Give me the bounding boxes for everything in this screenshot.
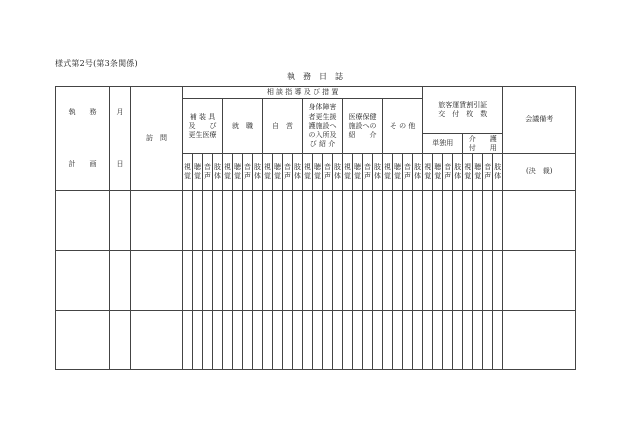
- entry-cell[interactable]: [110, 191, 131, 251]
- tally-cell[interactable]: [293, 311, 303, 370]
- tally-cell[interactable]: [433, 250, 443, 311]
- disability-type-header: [323, 154, 333, 191]
- tally-cell[interactable]: [473, 250, 483, 311]
- disability-type-header: [453, 154, 463, 191]
- remarks-cell[interactable]: [503, 311, 576, 370]
- disability-type-header: [433, 154, 443, 191]
- tally-cell[interactable]: [193, 191, 203, 251]
- disability-type-top: 視: [264, 162, 271, 171]
- tally-cell[interactable]: [223, 311, 233, 370]
- category-hosougu: [183, 99, 223, 154]
- tally-cell[interactable]: [443, 191, 453, 251]
- category-iryou: [343, 99, 383, 154]
- disability-type-bottom: 体: [374, 172, 381, 180]
- disability-type-top: 肢: [374, 162, 381, 171]
- disability-type-top: 音: [484, 162, 492, 171]
- tally-cell[interactable]: [333, 311, 343, 370]
- tally-cell[interactable]: [453, 191, 463, 251]
- disability-type-bottom: 体: [494, 172, 502, 180]
- shitsumu-label: 執 務: [68, 108, 97, 117]
- disability-type-top: 視: [224, 162, 231, 171]
- tally-cell[interactable]: [313, 191, 323, 251]
- tally-cell[interactable]: [213, 250, 223, 311]
- tally-cell[interactable]: [323, 311, 333, 370]
- tally-cell[interactable]: [403, 250, 413, 311]
- tally-cell[interactable]: [303, 311, 313, 370]
- journal-table: [55, 86, 576, 370]
- disability-type-bottom: 声: [404, 172, 411, 180]
- tally-cell[interactable]: [203, 250, 213, 311]
- tally-cell[interactable]: [183, 250, 193, 311]
- month-label: 月: [116, 108, 124, 117]
- tally-cell[interactable]: [423, 311, 433, 370]
- disability-type-bottom: 体: [414, 172, 422, 180]
- disability-type-top: 肢: [214, 162, 221, 171]
- tally-cell[interactable]: [453, 311, 463, 370]
- shisetsu-line-1: 身体障害: [308, 103, 337, 112]
- disability-type-top: 視: [464, 162, 472, 171]
- tally-cell[interactable]: [493, 250, 503, 311]
- tally-cell[interactable]: [463, 311, 473, 370]
- disability-type-bottom: 覚: [344, 172, 351, 180]
- disability-type-bottom: 覚: [224, 172, 231, 180]
- disability-type-top: 音: [404, 162, 411, 171]
- disability-type-header: [273, 154, 283, 191]
- disability-type-top: 音: [204, 162, 211, 171]
- disability-type-top: 視: [304, 162, 311, 171]
- disability-type-header: [463, 154, 473, 191]
- disability-type-header: [373, 154, 383, 191]
- tally-cell[interactable]: [383, 191, 393, 251]
- shisetsu-line-2: 者更生援: [308, 112, 337, 121]
- ryokaku-line-2: 交 付 枚 数: [438, 110, 488, 119]
- tally-cell[interactable]: [443, 250, 453, 311]
- disability-type-bottom: 覚: [394, 172, 401, 180]
- entry-cell[interactable]: [56, 191, 110, 251]
- tally-cell[interactable]: [393, 311, 403, 370]
- tally-cell[interactable]: [303, 191, 313, 251]
- disability-type-bottom: 覚: [274, 172, 281, 180]
- tally-cell[interactable]: [203, 191, 213, 251]
- tally-cell[interactable]: [473, 191, 483, 251]
- disability-type-header: [383, 154, 393, 191]
- kaigo-line-2: 付 用: [468, 143, 497, 152]
- tandoku-header: 単独用: [423, 134, 463, 154]
- disability-type-top: 肢: [294, 162, 301, 171]
- disability-type-top: 聴: [234, 162, 241, 171]
- kessai-header: (決 裁): [503, 154, 576, 191]
- tally-cell[interactable]: [183, 311, 193, 370]
- category-jiei: 自 営: [263, 99, 303, 154]
- disability-type-header: [183, 154, 193, 191]
- disability-type-bottom: 覚: [384, 172, 391, 180]
- disability-type-top: 聴: [354, 162, 361, 171]
- disability-type-header: [443, 154, 453, 191]
- tally-cell[interactable]: [413, 311, 423, 370]
- tally-cell[interactable]: [253, 191, 263, 251]
- disability-type-header: [193, 154, 203, 191]
- tally-cell[interactable]: [253, 250, 263, 311]
- tally-cell[interactable]: [423, 250, 433, 311]
- disability-type-header: [363, 154, 373, 191]
- disability-type-top: 肢: [414, 162, 422, 171]
- tally-cell[interactable]: [453, 250, 463, 311]
- tally-cell[interactable]: [463, 191, 473, 251]
- disability-type-header: [263, 154, 273, 191]
- disability-type-bottom: 覚: [184, 172, 191, 180]
- tally-cell[interactable]: [313, 311, 323, 370]
- disability-type-header: [313, 154, 323, 191]
- disability-type-bottom: 覚: [424, 172, 432, 180]
- category-shushoku: 就 職: [223, 99, 263, 154]
- tally-cell[interactable]: [303, 250, 313, 311]
- shisetsu-line-3: 護施設へ: [308, 121, 337, 130]
- tally-cell[interactable]: [373, 191, 383, 251]
- tally-cell[interactable]: [293, 191, 303, 251]
- keikaku-label: 計 画: [68, 159, 97, 168]
- disability-type-bottom: 覚: [474, 172, 482, 180]
- tally-cell[interactable]: [283, 311, 293, 370]
- disability-type-bottom: 声: [484, 172, 492, 180]
- tally-cell[interactable]: [473, 311, 483, 370]
- disability-type-top: 視: [344, 162, 351, 171]
- disability-type-top: 音: [324, 162, 331, 171]
- tally-cell[interactable]: [293, 250, 303, 311]
- tally-cell[interactable]: [263, 191, 273, 251]
- disability-type-header: [293, 154, 303, 191]
- remarks-cell[interactable]: [503, 250, 576, 311]
- disability-type-top: 聴: [434, 162, 442, 171]
- tally-cell[interactable]: [213, 191, 223, 251]
- tally-cell[interactable]: [263, 311, 273, 370]
- tally-cell[interactable]: [483, 191, 493, 251]
- tally-cell[interactable]: [203, 311, 213, 370]
- disability-type-bottom: 声: [444, 172, 452, 180]
- form-number: 様式第2号(第3条関係): [55, 59, 138, 68]
- tally-cell[interactable]: [233, 250, 243, 311]
- entry-cell[interactable]: [131, 311, 183, 370]
- tally-cell[interactable]: [403, 191, 413, 251]
- entry-cell[interactable]: [110, 250, 131, 311]
- tally-cell[interactable]: [233, 311, 243, 370]
- tally-cell[interactable]: [343, 191, 353, 251]
- disability-type-header: [233, 154, 243, 191]
- kaigi-header: 会議備考: [503, 87, 576, 154]
- disability-type-top: 視: [384, 162, 391, 171]
- tally-cell[interactable]: [493, 191, 503, 251]
- disability-type-header: [473, 154, 483, 191]
- tally-cell[interactable]: [263, 250, 273, 311]
- tally-cell[interactable]: [223, 250, 233, 311]
- disability-type-header: [283, 154, 293, 191]
- tally-cell[interactable]: [273, 311, 283, 370]
- tally-cell[interactable]: [393, 191, 403, 251]
- entry-cell[interactable]: [110, 311, 131, 370]
- disability-type-header: [493, 154, 503, 191]
- tally-cell[interactable]: [463, 250, 473, 311]
- tally-cell[interactable]: [373, 311, 383, 370]
- tally-cell[interactable]: [323, 191, 333, 251]
- tally-cell[interactable]: [243, 191, 253, 251]
- tally-cell[interactable]: [423, 191, 433, 251]
- disability-type-bottom: 体: [454, 172, 462, 180]
- entry-cell[interactable]: [56, 250, 110, 311]
- iryou-line-2: 施設への: [348, 121, 377, 130]
- shitsumu-keikaku-header: [56, 87, 110, 191]
- soudan-shidou-header: 相 談 指 導 及 び 措 置: [183, 87, 423, 99]
- tally-cell[interactable]: [433, 191, 443, 251]
- tally-cell[interactable]: [493, 311, 503, 370]
- disability-type-header: [403, 154, 413, 191]
- tally-cell[interactable]: [353, 250, 363, 311]
- disability-type-bottom: 覚: [264, 172, 271, 180]
- tally-cell[interactable]: [353, 191, 363, 251]
- disability-type-header: [353, 154, 363, 191]
- disability-type-bottom: 体: [214, 172, 221, 180]
- tally-cell[interactable]: [283, 191, 293, 251]
- tally-cell[interactable]: [383, 250, 393, 311]
- tally-cell[interactable]: [343, 250, 353, 311]
- ryokaku-line-1: 旅客運賃割引証: [438, 101, 488, 110]
- disability-type-bottom: 覚: [434, 172, 442, 180]
- tally-cell[interactable]: [283, 250, 293, 311]
- tally-cell[interactable]: [483, 311, 493, 370]
- tally-cell[interactable]: [413, 191, 423, 251]
- hosougu-line-1: 補 装 具: [189, 112, 216, 121]
- disability-type-top: 音: [284, 162, 291, 171]
- tally-cell[interactable]: [333, 191, 343, 251]
- disability-type-header: [203, 154, 213, 191]
- shisetsu-line-4: の入所及: [308, 130, 337, 139]
- disability-type-header: [333, 154, 343, 191]
- disability-type-header: [243, 154, 253, 191]
- disability-type-header: [423, 154, 433, 191]
- disability-type-bottom: 覚: [354, 172, 361, 180]
- tally-cell[interactable]: [233, 191, 243, 251]
- tally-cell[interactable]: [193, 250, 203, 311]
- disability-type-top: 視: [424, 162, 432, 171]
- disability-type-bottom: 覚: [234, 172, 241, 180]
- category-sonota: そ の 他: [383, 99, 423, 154]
- disability-type-top: 視: [184, 162, 191, 171]
- tally-cell[interactable]: [343, 311, 353, 370]
- tally-cell[interactable]: [393, 250, 403, 311]
- tally-cell[interactable]: [193, 311, 203, 370]
- disability-type-bottom: 声: [364, 172, 371, 180]
- disability-type-top: 肢: [334, 162, 341, 171]
- entry-cell[interactable]: [131, 191, 183, 251]
- category-shisetsu: [303, 99, 343, 154]
- disability-type-bottom: 声: [324, 172, 331, 180]
- tally-cell[interactable]: [243, 311, 253, 370]
- date-header: [110, 87, 131, 191]
- tally-cell[interactable]: [273, 250, 283, 311]
- disability-type-top: 聴: [274, 162, 281, 171]
- tally-cell[interactable]: [273, 191, 283, 251]
- tally-cell[interactable]: [243, 250, 253, 311]
- disability-type-top: 音: [244, 162, 251, 171]
- disability-type-top: 聴: [394, 162, 401, 171]
- disability-type-header: [303, 154, 313, 191]
- tally-cell[interactable]: [363, 191, 373, 251]
- disability-type-top: 聴: [194, 162, 201, 171]
- disability-type-bottom: 声: [244, 172, 251, 180]
- iryou-line-1: 医療保健: [348, 112, 377, 121]
- disability-type-header: [213, 154, 223, 191]
- document-title: 執 務 日 誌: [287, 72, 343, 81]
- remarks-cell[interactable]: [503, 191, 576, 251]
- disability-type-bottom: 声: [204, 172, 211, 180]
- disability-type-header: [483, 154, 493, 191]
- tally-cell[interactable]: [383, 311, 393, 370]
- tally-cell[interactable]: [403, 311, 413, 370]
- disability-type-header: [413, 154, 423, 191]
- tally-cell[interactable]: [323, 250, 333, 311]
- disability-type-bottom: 声: [284, 172, 291, 180]
- day-label: 日: [116, 159, 124, 168]
- tally-cell[interactable]: [363, 250, 373, 311]
- kaigo-line-1: 介 護: [468, 134, 497, 143]
- disability-type-top: 肢: [254, 162, 261, 171]
- tally-cell[interactable]: [433, 311, 443, 370]
- tally-cell[interactable]: [313, 250, 323, 311]
- disability-type-bottom: 覚: [314, 172, 321, 180]
- disability-type-top: 聴: [474, 162, 482, 171]
- tally-cell[interactable]: [443, 311, 453, 370]
- disability-type-header: [253, 154, 263, 191]
- disability-type-bottom: 覚: [194, 172, 201, 180]
- tally-cell[interactable]: [373, 250, 383, 311]
- tally-cell[interactable]: [483, 250, 493, 311]
- hosougu-line-2: 及 び: [188, 121, 217, 130]
- hosougu-line-3: 更生医療: [188, 130, 217, 139]
- entry-cell[interactable]: [56, 311, 110, 370]
- disability-type-top: 肢: [494, 162, 502, 171]
- tally-cell[interactable]: [223, 191, 233, 251]
- tally-cell[interactable]: [413, 250, 423, 311]
- tally-cell[interactable]: [213, 311, 223, 370]
- iryou-line-3: 紹 介: [348, 130, 377, 139]
- tally-cell[interactable]: [333, 250, 343, 311]
- disability-type-bottom: 体: [294, 172, 301, 180]
- disability-type-bottom: 覚: [304, 172, 311, 180]
- disability-type-top: 音: [364, 162, 371, 171]
- disability-type-header: [223, 154, 233, 191]
- houmon-header: 訪 問: [131, 87, 183, 191]
- tally-cell[interactable]: [253, 311, 263, 370]
- tally-cell[interactable]: [363, 311, 373, 370]
- tally-cell[interactable]: [353, 311, 363, 370]
- disability-type-header: [343, 154, 353, 191]
- tally-cell[interactable]: [183, 191, 193, 251]
- kaigo-header: [463, 134, 503, 154]
- entry-cell[interactable]: [131, 250, 183, 311]
- disability-type-top: 肢: [454, 162, 462, 171]
- disability-type-top: 聴: [314, 162, 321, 171]
- ryokaku-header: [423, 87, 503, 134]
- disability-type-bottom: 覚: [464, 172, 472, 180]
- disability-type-bottom: 体: [254, 172, 261, 180]
- shisetsu-line-5: び 紹 介: [309, 139, 336, 148]
- disability-type-header: [393, 154, 403, 191]
- disability-type-top: 音: [444, 162, 452, 171]
- disability-type-bottom: 体: [334, 172, 341, 180]
